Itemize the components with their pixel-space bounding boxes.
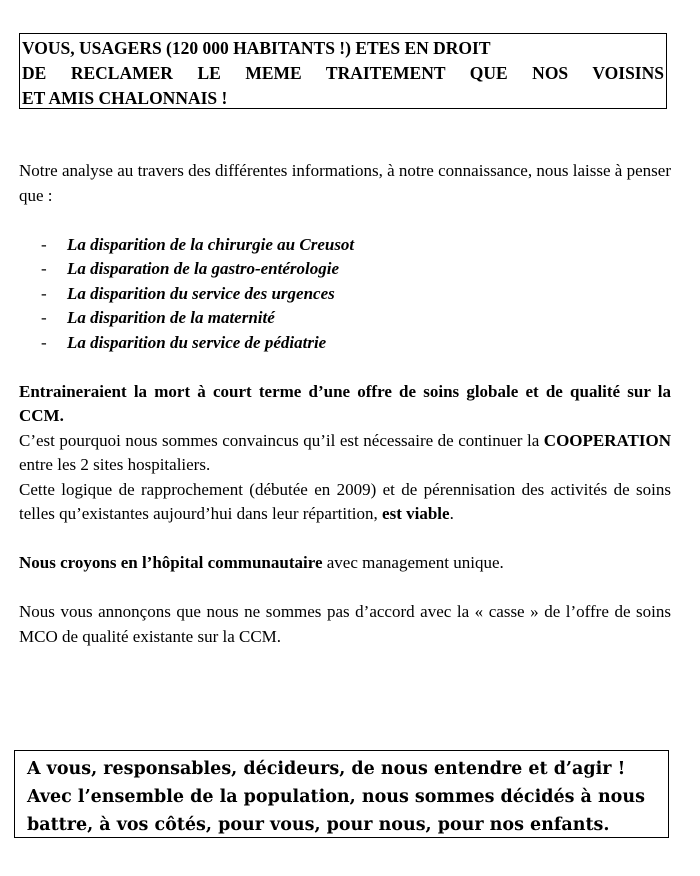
announcement-paragraph: Nous vous annonçons que nous ne sommes pas d’accord avec la « casse » de l’offre de soins MCO de qualité existante sur la CCM.: [19, 602, 671, 646]
list-marker: -: [41, 259, 47, 278]
body-text: [19, 159, 671, 649]
viable-emphasis: est viable: [382, 504, 450, 523]
list-item: - La disparation de la gastro-entérologie: [19, 257, 671, 282]
list-marker: -: [41, 234, 47, 254]
list-item: - La disparition de la chirurgie au Creusot: [19, 233, 671, 258]
belief-emphasis: Nous croyons en l’hôpital communautaire: [19, 553, 323, 572]
header-line-1: VOUS, USAGERS (120 000 HABITANTS !) ETES EN DROIT: [22, 38, 491, 58]
list-item: - La disparition du service des urgences: [19, 282, 671, 307]
header-line-2: DE RECLAMER LE MEME TRAITEMENT QUE NOS VOISINS: [22, 63, 664, 83]
list-marker: -: [41, 283, 47, 303]
footer-line-1: A vous, responsables, décideurs, de nous entendre et d’agir !: [27, 759, 626, 779]
consequences-list: [19, 233, 671, 356]
logic-paragraph: Cette logique de rapprochement (débutée en 2009) et de pérennisation des activités de soins telles qu’existantes aujourd’hui dans leur répartition, est viable.: [19, 479, 671, 523]
header-line-3: ET AMIS CHALONNAIS !: [22, 88, 228, 108]
footer-line-2: Avec l’ensemble de la population, nous sommes décidés à nous: [27, 787, 645, 807]
belief-paragraph: Nous croyons en l’hôpital communautaire avec management unique.: [19, 553, 504, 572]
intro-paragraph: Notre analyse au travers des différentes informations, à notre connaissance, nous laisse à penser que :: [19, 161, 671, 205]
footer-box: [14, 750, 669, 838]
list-item: - La disparition de la maternité: [19, 306, 671, 331]
header-box: [19, 33, 667, 109]
list-item: - La disparition du service de pédiatrie: [19, 331, 671, 356]
list-marker: -: [41, 308, 47, 327]
cooperation-emphasis: COOPERATION: [543, 430, 671, 450]
conclusion-paragraph: Entraineraient la mort à court terme d’une offre de soins globale et de qualité sur la CCM.: [19, 381, 671, 425]
list-marker: -: [41, 332, 47, 352]
footer-line-3: battre, à vos côtés, pour vous, pour nous, pour nos enfants.: [27, 815, 610, 835]
cooperation-paragraph: C’est pourquoi nous sommes convaincus qu’il est nécessaire de continuer la COOPERATION entre les 2 sites hospitaliers.: [19, 430, 671, 474]
